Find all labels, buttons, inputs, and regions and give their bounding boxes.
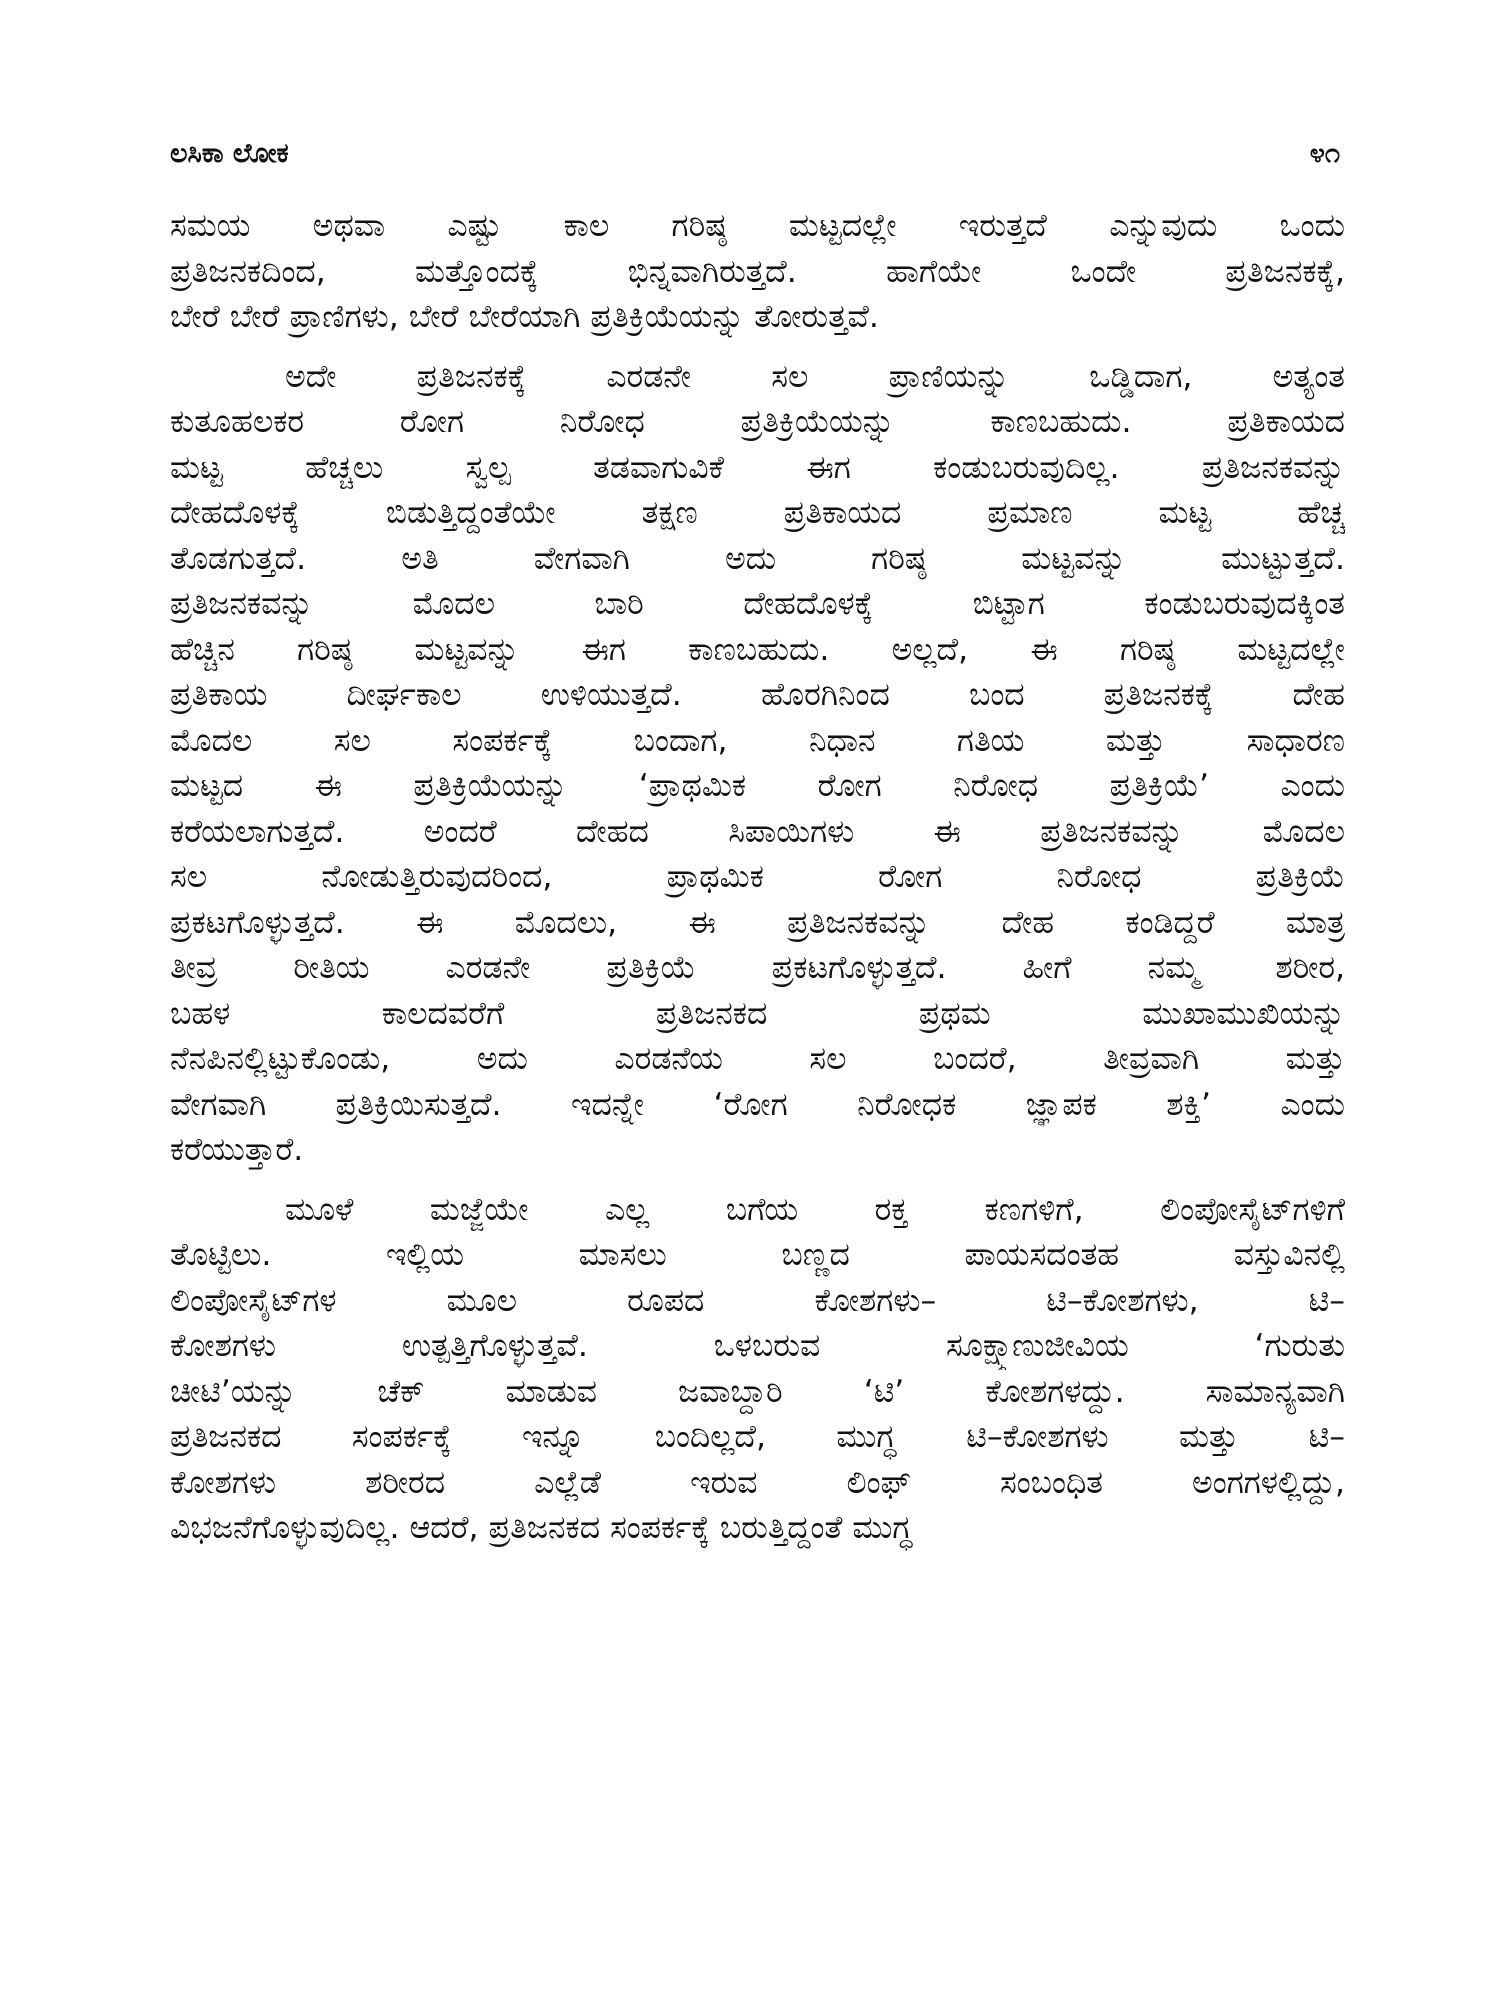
book-page: [170, 138, 1345, 1978]
text-line: ತೊಟ್ಟಿಲು. ಇಲ್ಲಿಯ ಮಾಸಲು ಬಣ್ಣದ ಪಾಯಸದಂತಹ ವಸ್ತುವಿನಲ್ಲಿ: [170, 1237, 1345, 1273]
text-line: ಕರೆಯಲಾಗುತ್ತದೆ. ಅಂದರೆ ದೇಹದ ಸಿಪಾಯಿಗಳು ಈ ಪ್ರತಿಜನಕವನ್ನು ಮೊದಲ: [170, 813, 1345, 850]
text-line: ಸಮಯ ಅಥವಾ ಎಷ್ಟು ಕಾಲ ಗರಿಷ್ಠ ಮಟ್ಟದಲ್ಲೇ ಇರುತ್ತದೆ ಎನ್ನುವುದು ಒಂದು: [170, 208, 1345, 244]
text-line: ವಿಭಜನೆಗೊಳ್ಳುವುದಿಲ್ಲ. ಆದರೆ, ಪ್ರತಿಜನಕದ ಸಂಪರ್ಕಕ್ಕೆ ಬರುತ್ತಿದ್ದಂತೆ ಮುಗ್ಧ: [170, 1510, 912, 1546]
text-line: ಕುತೂಹಲಕರ ರೋಗ ನಿರೋಧ ಪ್ರತಿಕ್ರಿಯೆಯನ್ನು ಕಾಣಬಹುದು. ಪ್ರತಿಕಾಯದ: [170, 404, 1345, 440]
body-text: [170, 204, 1345, 1552]
text-line: ಮಟ್ಟ ಹೆಚ್ಚಲು ಸ್ವಲ್ಪ ತಡವಾಗುವಿಕೆ ಈಗ ಕಂಡುಬರುವುದಿಲ್ಲ. ಪ್ರತಿಜನಕವನ್ನು: [170, 449, 1345, 486]
text-line: ಚೀಟಿ’ಯನ್ನು ಚೆಕ್ ಮಾಡುವ ಜವಾಬ್ದಾರಿ ‘ಟಿ’ ಕೋಶಗಳದ್ದು. ಸಾಮಾನ್ಯವಾಗಿ: [170, 1373, 1345, 1410]
text-line: ಮೊದಲ ಸಲ ಸಂಪರ್ಕಕ್ಕೆ ಬಂದಾಗ, ನಿಧಾನ ಗತಿಯ ಮತ್ತು ಸಾಧಾರಣ: [170, 722, 1345, 759]
text-line: ಕೋಶಗಳು ಉತ್ಪತ್ತಿಗೊಳ್ಳುತ್ತವೆ. ಒಳಬರುವ ಸೂಕ್ಷ್ಮಾಣುಜೀವಿಯ ‘ಗುರುತು: [170, 1328, 1345, 1364]
text-line: ಪ್ರತಿಜನಕವನ್ನು ಮೊದಲ ಬಾರಿ ದೇಹದೊಳಕ್ಕೆ ಬಿಟ್ಟಾಗ ಕಂಡುಬರುವುದಕ್ಕಿಂತ: [170, 586, 1345, 622]
text-line: ಹೆಚ್ಚಿನ ಗರಿಷ್ಠ ಮಟ್ಟವನ್ನು ಈಗ ಕಾಣಬಹುದು. ಅಲ್ಲದೆ, ಈ ಗರಿಷ್ಠ ಮಟ್ಟದಲ್ಲೇ: [170, 631, 1345, 668]
paragraph: [170, 204, 1345, 341]
text-line: ಲಿಂಪೋಸೈಟ್‌ಗಳ ಮೂಲ ರೂಪದ ಕೋಶಗಳು– ಟಿ–ಕೋಶಗಳು, ಟಿ–: [170, 1282, 1345, 1319]
page-number: ೪೧: [1309, 138, 1340, 169]
text-line: ತೊಡಗುತ್ತದೆ. ಅತಿ ವೇಗವಾಗಿ ಅದು ಗರಿಷ್ಠ ಮಟ್ಟವನ್ನು ಮುಟ್ಟುತ್ತದೆ.: [170, 540, 1345, 577]
text-line: ಕರೆಯುತ್ತಾರೆ.: [170, 1132, 304, 1168]
running-title: ಲಸಿಕಾ ಲೋಕ: [170, 138, 289, 169]
paragraph: [170, 1188, 1345, 1552]
text-line: ಪ್ರತಿಜನಕದಿಂದ, ಮತ್ತೊಂದಕ್ಕೆ ಭಿನ್ನವಾಗಿರುತ್ತದೆ. ಹಾಗೆಯೇ ಒಂದೇ ಪ್ರತಿಜನಕಕ್ಕೆ,: [170, 253, 1345, 290]
text-line: ಪ್ರತಿಕಾಯ ದೀರ್ಘಕಾಲ ಉಳಿಯುತ್ತದೆ. ಹೊರಗಿನಿಂದ ಬಂದ ಪ್ರತಿಜನಕಕ್ಕೆ ದೇಹ: [170, 677, 1345, 713]
text-line: ವೇಗವಾಗಿ ಪ್ರತಿಕ್ರಿಯಿಸುತ್ತದೆ. ಇದನ್ನೇ ‘ರೋಗ ನಿರೋಧಕ ಜ್ಞಾಪಕ ಶಕ್ತಿ’ ಎಂದು: [170, 1086, 1345, 1123]
text-line: ಸಲ ನೋಡುತ್ತಿರುವುದರಿಂದ, ಪ್ರಾಥಮಿಕ ರೋಗ ನಿರೋಧ ಪ್ರತಿಕ್ರಿಯೆ: [170, 859, 1345, 895]
text-line: ಮಟ್ಟದ ಈ ಪ್ರತಿಕ್ರಿಯೆಯನ್ನು ‘ಪ್ರಾಥಮಿಕ ರೋಗ ನಿರೋಧ ಪ್ರತಿಕ್ರಿಯೆ’ ಎಂದು: [170, 768, 1345, 804]
running-header: [170, 138, 1345, 170]
text-line: ಕೋಶಗಳು ಶರೀರದ ಎಲ್ಲೆಡೆ ಇರುವ ಲಿಂಫ್ ಸಂಬಂಧಿತ ಅಂಗಗಳಲ್ಲಿದ್ದು,: [170, 1464, 1345, 1501]
text-line: ಬಹಳ ಕಾಲದವರೆಗೆ ಪ್ರತಿಜನಕದ ಪ್ರಥಮ ಮುಖಾಮುಖಿಯನ್ನು: [170, 995, 1345, 1032]
text-line: ಪ್ರಕಟಗೊಳ್ಳುತ್ತದೆ. ಈ ಮೊದಲು, ಈ ಪ್ರತಿಜನಕವನ್ನು ದೇಹ ಕಂಡಿದ್ದರೆ ಮಾತ್ರ: [170, 904, 1345, 941]
text-line: ಅದೇ ಪ್ರತಿಜನಕಕ್ಕೆ ಎರಡನೇ ಸಲ ಪ್ರಾಣಿಯನ್ನು ಒಡ್ಡಿದಾಗ, ಅತ್ಯಂತ: [285, 358, 1345, 395]
text-line: ನೆನಪಿನಲ್ಲಿಟ್ಟುಕೊಂಡು, ಅದು ಎರಡನೆಯ ಸಲ ಬಂದರೆ, ತೀವ್ರವಾಗಿ ಮತ್ತು: [170, 1041, 1345, 1077]
text-line: ಬೇರೆ ಬೇರೆ ಪ್ರಾಣಿಗಳು, ಬೇರೆ ಬೇರೆಯಾಗಿ ಪ್ರತಿಕ್ರಿಯೆಯನ್ನು ತೋರುತ್ತವೆ.: [170, 299, 879, 335]
text-line: ಪ್ರತಿಜನಕದ ಸಂಪರ್ಕಕ್ಕೆ ಇನ್ನೂ ಬಂದಿಲ್ಲದೆ, ಮುಗ್ಧ ಟಿ–ಕೋಶಗಳು ಮತ್ತು ಟಿ–: [170, 1419, 1345, 1455]
text-line: ತೀವ್ರ ರೀತಿಯ ಎರಡನೇ ಪ್ರತಿಕ್ರಿಯೆ ಪ್ರಕಟಗೊಳ್ಳುತ್ತದೆ. ಹೀಗೆ ನಮ್ಮ ಶರೀರ,: [170, 950, 1345, 986]
text-line: ದೇಹದೊಳಕ್ಕೆ ಬಿಡುತ್ತಿದ್ದಂತೆಯೇ ತಕ್ಷಣ ಪ್ರತಿಕಾಯದ ಪ್ರಮಾಣ ಮಟ್ಟ ಹೆಚ್ಚ: [170, 495, 1345, 531]
paragraph: [170, 355, 1345, 1174]
text-line: ಮೂಳೆ ಮಜ್ಜೆಯೇ ಎಲ್ಲ ಬಗೆಯ ರಕ್ತ ಕಣಗಳಿಗೆ, ಲಿಂಪೋಸೈಟ್‌ಗಳಿಗೆ: [285, 1191, 1345, 1228]
